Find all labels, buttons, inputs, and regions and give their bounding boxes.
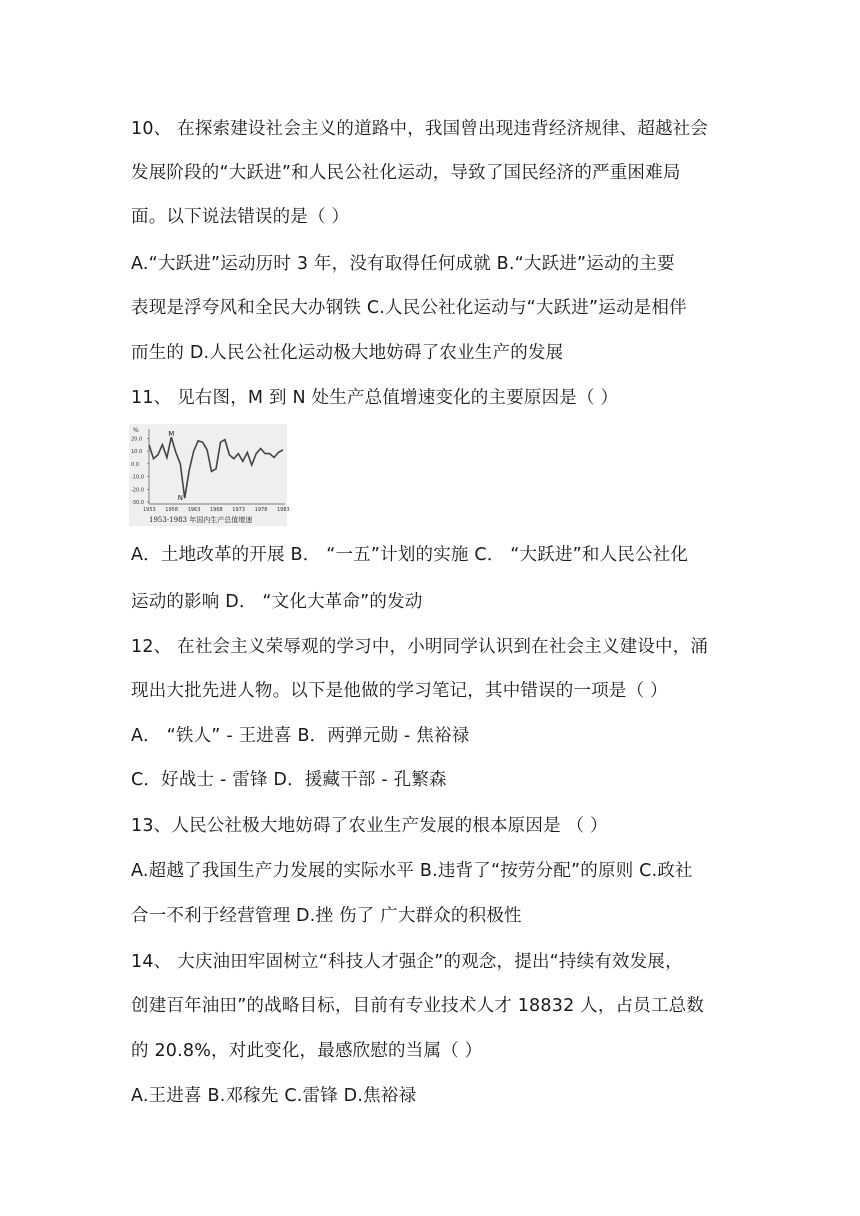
x-tick-label: 1973 bbox=[232, 507, 246, 513]
q11-options-line-2: 运动的影响 D． “文化大革命”的发动 bbox=[131, 592, 423, 612]
q12-line-4: C．好战士 - 雷锋 D．援藏干部 - 孔繁森 bbox=[131, 770, 447, 790]
q10-line-6: 而生的 D.人民公社化运动极大地妨碍了农业生产的发展 bbox=[131, 343, 564, 363]
q12-line-3: A． “铁人” - 王进喜 B．两弹元勋 - 焦裕禄 bbox=[131, 726, 470, 746]
marker-n: N bbox=[177, 494, 183, 503]
q13-line-3: 合一不利于经营管理 D.挫 伤了 广大群众的积极性 bbox=[131, 906, 522, 926]
q14-line-4: A.王进喜 B.邓稼先 C.雷锋 D.焦裕禄 bbox=[131, 1086, 417, 1106]
marker-m: M bbox=[168, 430, 175, 439]
q10-line-1: 10、 在探索建设社会主义的道路中，我国曾出现违背经济规律、超越社会 bbox=[131, 119, 709, 139]
q10-line-2: 发展阶段的“大跃进”和人民公社化运动，导致了国民经济的严重困难局 bbox=[131, 163, 681, 183]
x-tick-label: 1968 bbox=[210, 507, 223, 513]
q13-line-2: A.超越了我国生产力发展的实际水平 B.违背了“按劳分配”的原则 C.政社 bbox=[131, 861, 693, 881]
q11-options-line-1: A．土地改革的开展 B． “一五”计划的实施 C． “大跃进”和人民公社化 bbox=[131, 545, 689, 565]
x-tick-label: 1963 bbox=[187, 507, 201, 513]
chart-caption: 1953-1983 年国内生产总值增速 bbox=[149, 516, 253, 524]
y-tick-label: -20.0 bbox=[131, 487, 144, 494]
gdp-growth-chart bbox=[129, 424, 290, 526]
y-tick-label: -10.0 bbox=[131, 474, 144, 481]
y-tick-label: -30.0 bbox=[131, 500, 144, 506]
y-tick-label: 20.0 bbox=[131, 436, 143, 443]
q12-line-2: 现出大批先进人物。以下是他做的学习笔记，其中错误的一项是（ ） bbox=[131, 681, 668, 701]
q12-line-1: 12、 在社会主义荣辱观的学习中，小明同学认识到在社会主义建设中，涌 bbox=[131, 637, 709, 657]
q10-line-3: 面。以下说法错误的是（ ） bbox=[131, 207, 350, 227]
series-line bbox=[149, 437, 283, 498]
x-tick-label: 1978 bbox=[254, 507, 268, 513]
x-tick-label: 1953 bbox=[143, 507, 156, 513]
q14-line-1: 14、 大庆油田牢固树立“科技人才强企”的观念，提出“持续有效发展， bbox=[131, 952, 683, 972]
y-tick-label: 0.0 bbox=[131, 461, 139, 468]
q13-line-1: 13、人民公社极大地妨碍了农业生产发展的根本原因是 （ ） bbox=[131, 816, 608, 836]
q14-line-2: 创建百年油田”的战略目标，目前有专业技术人才 18832 人，占员工总数 bbox=[131, 996, 705, 1016]
q14-line-3: 的 20.8%，对此变化，最感欣慰的当属（ ） bbox=[131, 1041, 483, 1061]
q11-line-1: 11、 见右图，M 到 N 处生产总值增速变化的主要原因是（ ） bbox=[131, 388, 619, 408]
chart-ylabel: % bbox=[133, 427, 139, 434]
q10-line-4: A.“大跃进”运动历时 3 年，没有取得任何成就 B.“大跃进”运动的主要 bbox=[131, 254, 675, 274]
x-tick-label: 1983 bbox=[277, 507, 290, 513]
q10-line-5: 表现是浮夸风和全民大办钢铁 C.人民公社化运动与“大跃进”运动是相伴 bbox=[131, 298, 687, 318]
x-tick-label: 1958 bbox=[165, 507, 179, 513]
y-tick-label: 10.0 bbox=[131, 449, 143, 456]
